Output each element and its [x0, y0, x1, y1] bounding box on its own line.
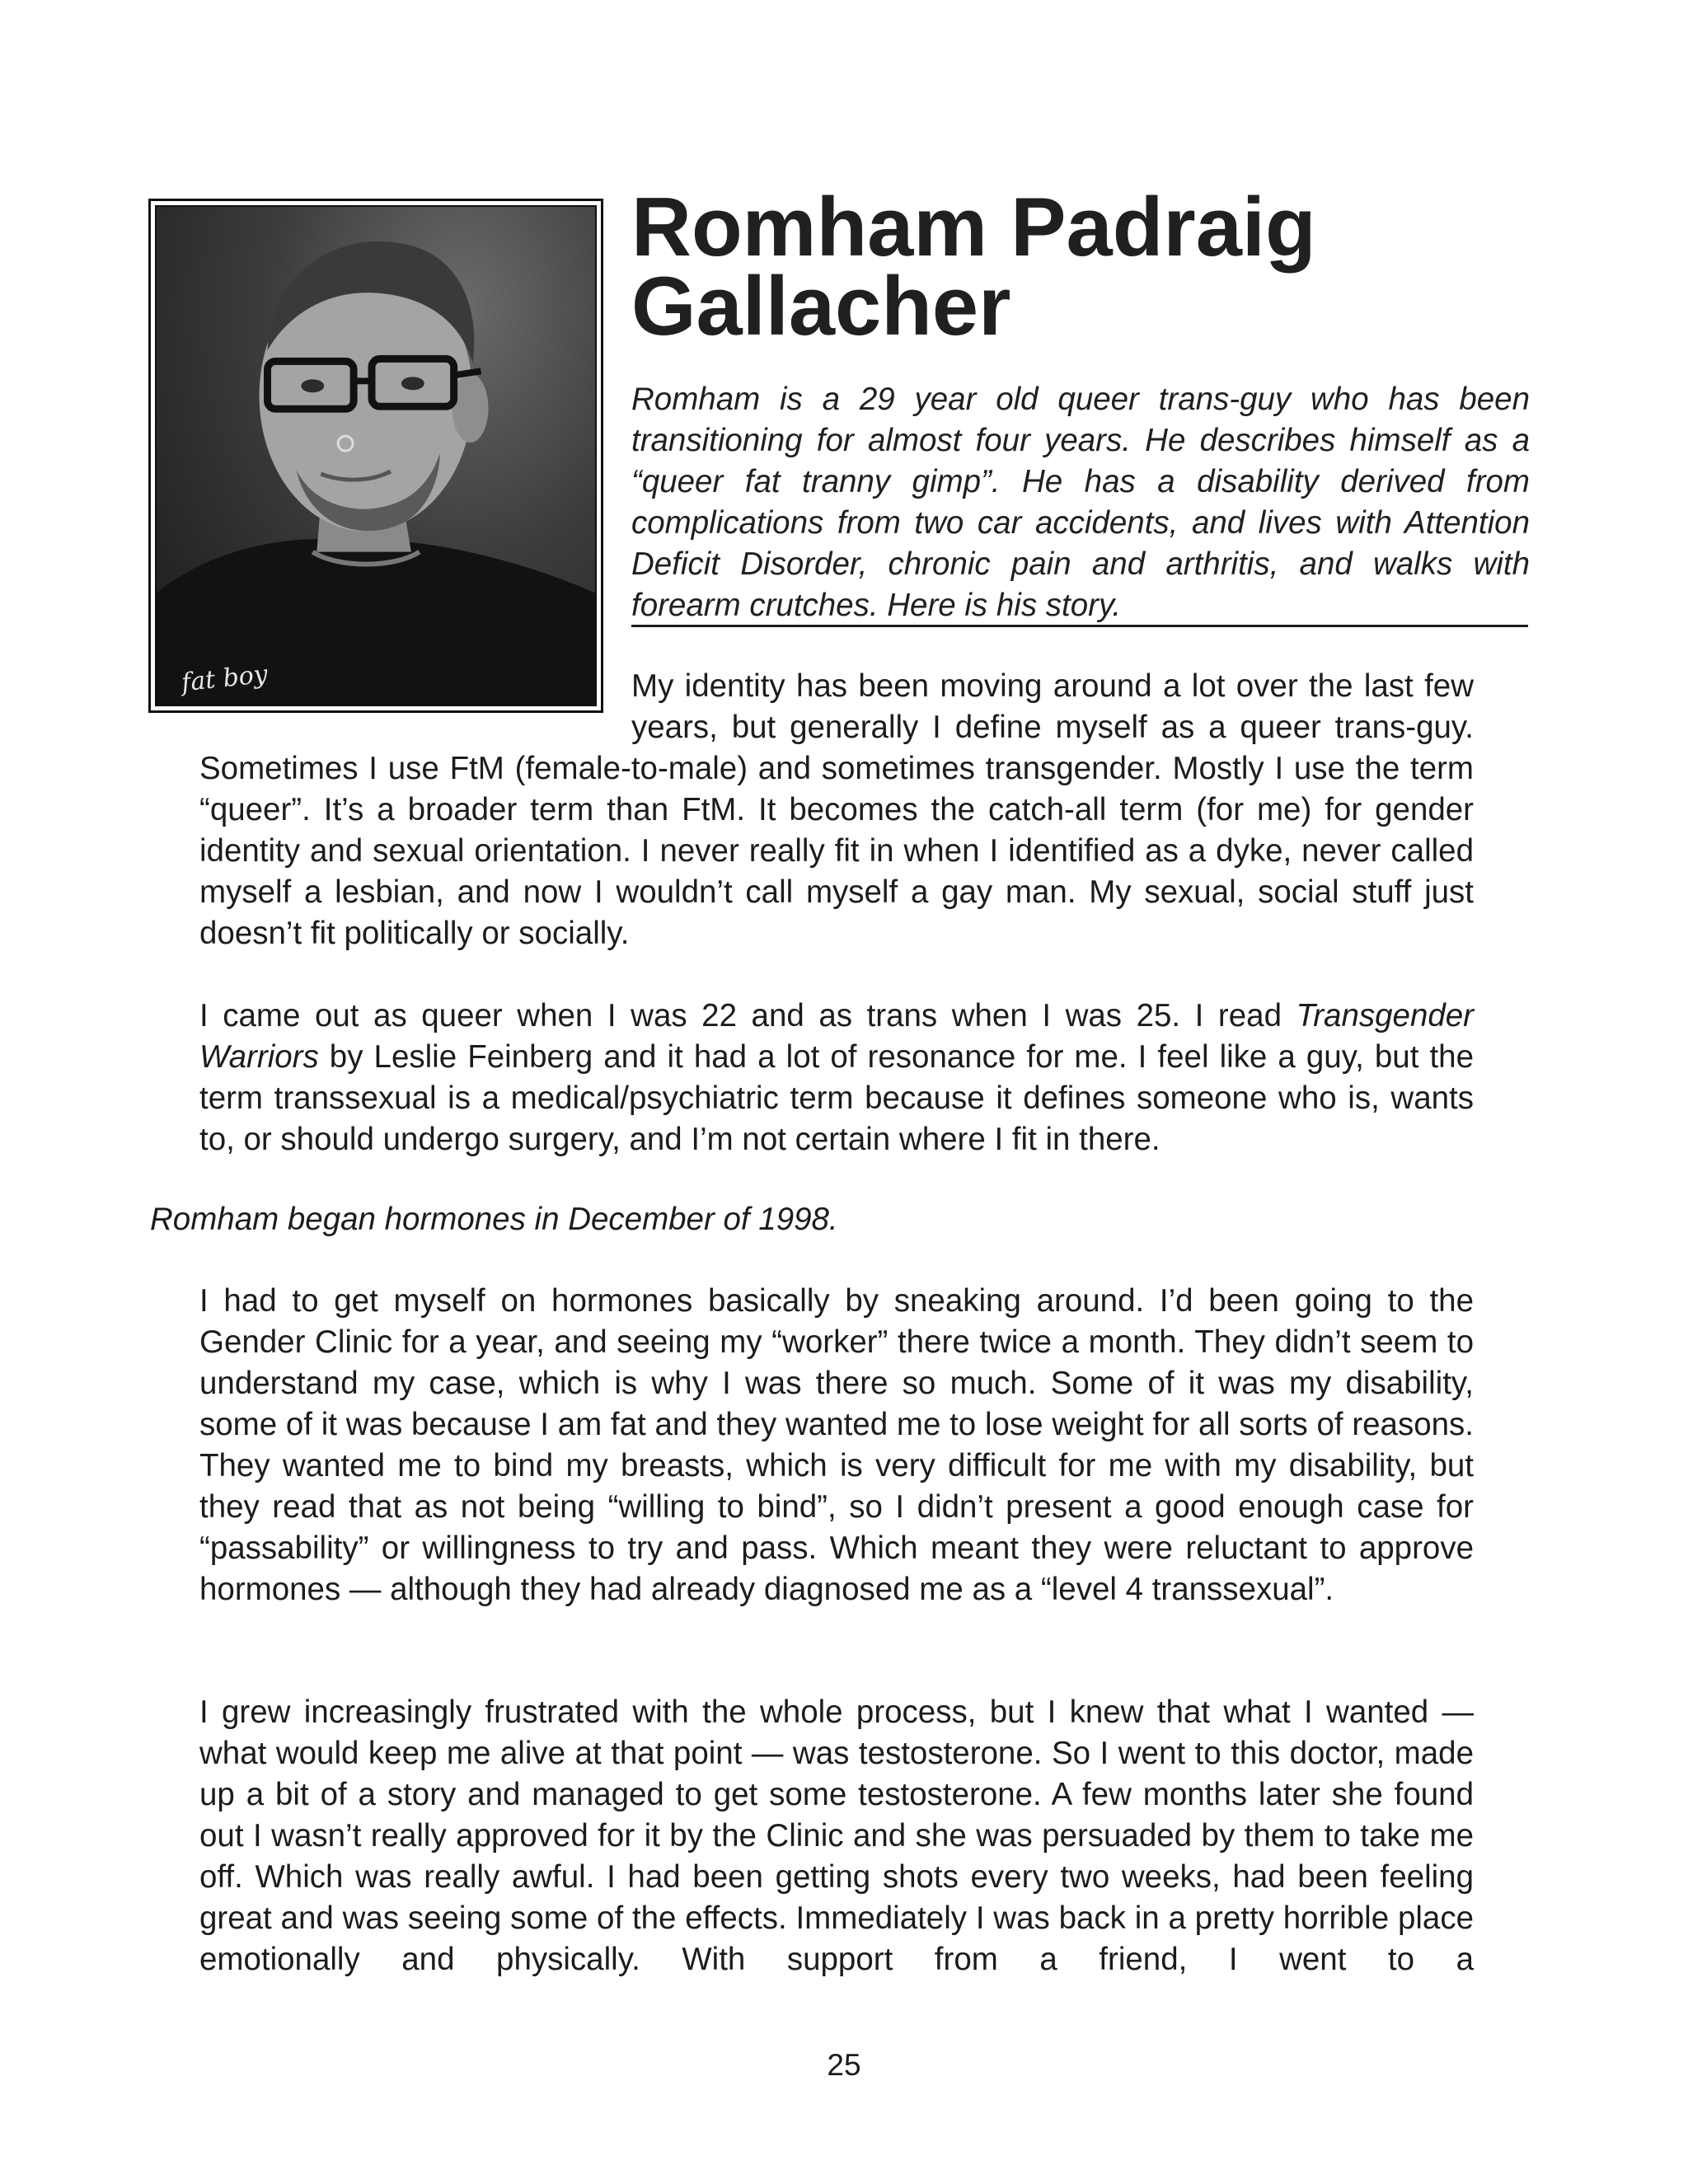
portrait-photo: [155, 205, 597, 706]
photo-shirt-text: fat boy: [180, 659, 270, 698]
portrait-illustration: [157, 207, 595, 705]
page-number: 25: [827, 2048, 861, 2082]
paragraph-4: I grew increasingly frustrated with the whole process, but I knew that what I wanted — what would keep me alive at that point — was testosterone. So I went to this doctor, made up a bit of a story and managed to get some testosterone. A few months later she found out I wasn’t really approved for it by the Clinic and she was persuaded by them to take me off. Which was really awful. I had been getting shots every two weeks, had been feeling great and was seeing some of the effects. Immediately I was back in a pretty horrible place emotionally and physically. With support from a friend, I went to a: [199, 1694, 1474, 1977]
book-title: Transgender Warriors: [199, 998, 1474, 1075]
title-line-2: Gallacher: [631, 260, 1011, 353]
paragraph-2-start: I came out as queer when I was 22 and as trans when I was 25. I read: [199, 998, 1296, 1033]
title-line-1: Romham Padraig: [631, 181, 1316, 274]
intro-summary: Romham is a 29 year old queer trans-guy who has been transitioning for almost four years. He describes himself as a “queer fat tranny gimp”. He has a disability derived from complications from two car accidents, and lives with Attention Deficit Disorder, chronic pain and arthritis, and walks with forearm crutches. Here is his story.: [631, 382, 1530, 623]
paragraph-3: I had to get myself on hormones basically by sneaking around. I’d been going to the Gender Clinic for a year, and seeing my “worker” there twice a month. They didn’t seem to understand my case, which is why I was there so much. Some of it was my disability, some of it was because I am fat and they wanted me to lose weight for all sorts of reasons. They wanted me to bind my breasts, which is very difficult for me with my disability, but they read that as not being “willing to bind”, so I didn’t present a good enough case for “passability” or willingness to try and pass. Which meant they were reluctant to approve hormones — although they had already diagnosed me as a “level 4 transsexual”.: [199, 1283, 1474, 1607]
portrait-photo-frame: [148, 199, 603, 713]
page-title: [631, 181, 1538, 353]
paragraph-2-end: by Leslie Feinberg and it had a lot of resonance for me. I feel like a guy, but the term transsexual is a medical/psychiatric term because it defines someone who is, wants to, or should undergo surgery, and I’m not certain where I fit in there.: [199, 1039, 1474, 1157]
paragraph-1: Sometimes I use FtM (female-to-male) and sometimes transgender. Mostly I use the term “queer”. It’s a broader term than FtM. It becomes the catch-all term (for me) for gender identity and sexual orientation. I never really fit in when I identified as a dyke, never called myself a lesbian, and now I wouldn’t call myself a gay man. My sexual, social stuff just doesn’t fit politically or socially.: [199, 751, 1474, 951]
paragraph-2: [199, 996, 1474, 1160]
intro-divider: [631, 625, 1528, 627]
paragraph-1-lead: My identity has been moving around a lot over the last few years, but generally I define myself as a queer trans-guy.: [631, 668, 1474, 745]
interviewer-note: Romham began hormones in December of 1998.: [150, 1202, 838, 1237]
